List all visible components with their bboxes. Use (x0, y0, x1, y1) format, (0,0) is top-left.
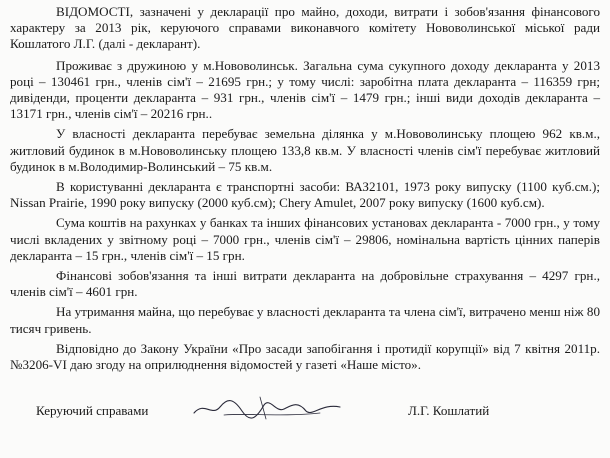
accounts-paragraph: Сума коштів на рахунках у банках та інших фінансових установах декларанта - 7000 грн., у тому числі вкладених у звітному році – 7000 грн., членів сім'ї – 29806, номінальна вартість цінних паперів декларанта – 15 грн., членів сім'ї – 15 грн. (10, 215, 600, 263)
intro-paragraph: ВІДОМОСТІ, зазначені у декларації про майно, доходи, витрати і зобов'язання фінансового характеру за 2013 рік, керуючого справами виконавчого комітету Нововолинської міської ради Кошлатого Л.Г. (далі - декларант). (10, 4, 600, 52)
obligations-paragraph: Фінансові зобов'язання та інші витрати декларанта на добровільне страхування – 4297 грн., членів сім'ї – 4601 грн. (10, 268, 600, 300)
signer-name: Л.Г. Кошлатий (408, 403, 490, 418)
signer-position: Керуючий справами (36, 403, 149, 418)
property-paragraph: У власності декларанта перебуває земельна ділянка у м.Нововолинську площею 962 кв.м., житловий будинок в м.Нововолинську площею 133,8 кв.м. У власності членів сім'ї перебуває житловий будинок в м.Володимир-Волинський – 75 кв.м. (10, 126, 600, 174)
handwritten-signature (190, 391, 350, 425)
consent-paragraph: Відповідно до Закону України «Про засади запобігання і протидії корупції» від 7 квітня 2011р. №3206-VI даю згоду на оприлюднення відомостей у газеті «Наше місто». (10, 340, 600, 373)
maintenance-paragraph: На утримання майна, що перебуває у власності декларанта та члена сім'ї, витрачено менш ніж 80 тисяч гривень. (10, 304, 600, 336)
declaration-text (10, 4, 600, 377)
vehicles-paragraph: В користуванні декларанта є транспортні засоби: ВАЗ2101, 1973 року випуску (1100 куб.см.); Nissan Prairie, 1990 року випуску (2000 куб.см); Chery Amulet, 2007 року випуску (1600 куб.см). (10, 179, 600, 211)
income-paragraph: Проживає з дружиною у м.Нововолинськ. Загальна сума сукупного доходу декларанта у 2013 році – 130461 грн., членів сім'ї – 21695 грн.; у тому числі: заробітна плата декларанта – 116359 грн; дивіденди, проценти декларанта – 931 грн., членів сім'ї – 1479 грн.; інші види доходів декларанта – 13171 грн., членів сім'ї – 20216 грн.. (10, 57, 600, 122)
signature-block (36, 403, 576, 427)
